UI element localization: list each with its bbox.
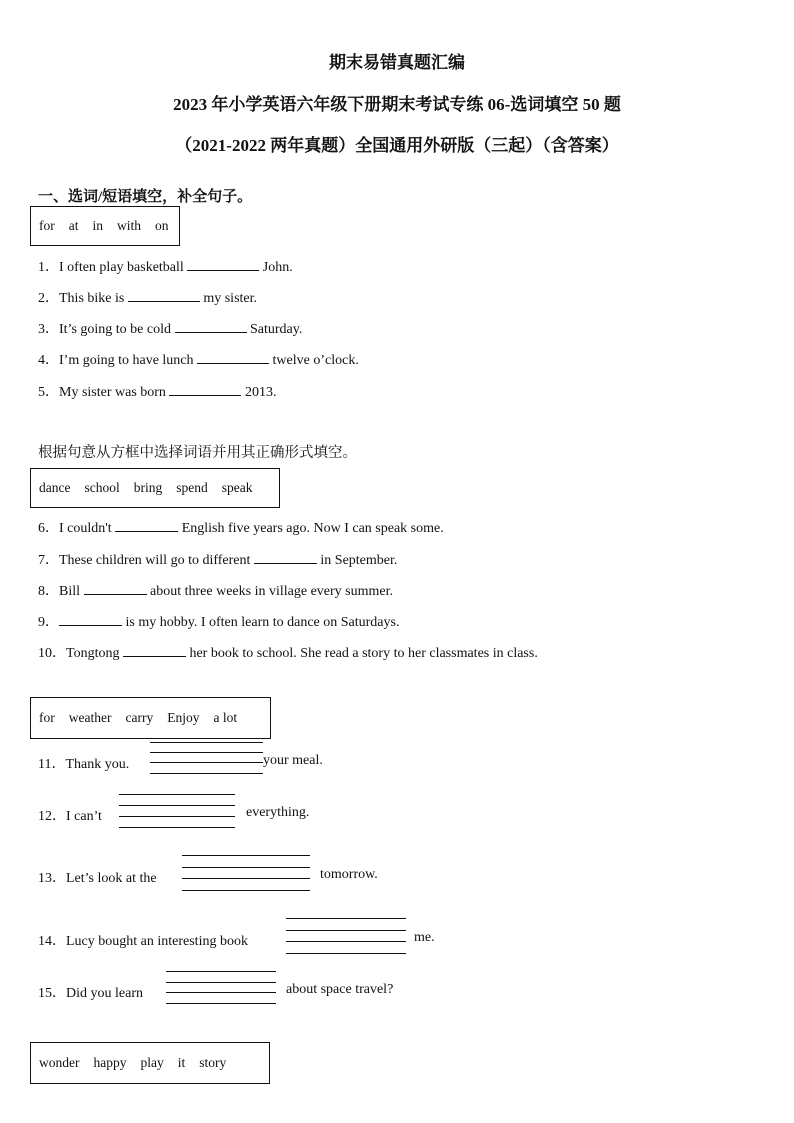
word-box-word: wonder — [39, 1055, 80, 1070]
question-10: 10．Tongtong her book to school. She read a story to her classmates in class. — [38, 646, 538, 661]
question-13-after: tomorrow. — [320, 867, 378, 882]
question-2: 2．This bike is my sister. — [38, 291, 258, 306]
word-box-word: school — [84, 480, 120, 495]
word-box-word: with — [117, 218, 142, 233]
doc-title-line3: （2021-2022 两年真题）全国通用外研版（三起）（含答案） — [175, 136, 619, 155]
word-box-word: on — [155, 218, 169, 233]
doc-title-line2: 2023 年小学英语六年级下册期末考试专练 06-选词填空 50 题 — [173, 95, 621, 114]
question-14-text: 14．Lucy bought an interesting book — [38, 934, 248, 949]
answer-lines[interactable] — [182, 855, 310, 891]
answer-lines[interactable] — [166, 971, 276, 1004]
word-box-word: story — [199, 1055, 227, 1070]
answer-blank[interactable] — [84, 582, 147, 595]
question-3: 3．It’s going to be cold Saturday. — [38, 322, 303, 337]
answer-blank[interactable] — [254, 551, 317, 564]
answer-blank[interactable] — [175, 320, 247, 333]
word-box-word: bring — [133, 480, 163, 495]
word-box-word: for — [39, 218, 55, 233]
question-4: 4．I’m going to have lunch twelve o’clock. — [38, 353, 359, 368]
word-box-word: in — [92, 218, 104, 233]
word-box-word: it — [177, 1055, 186, 1070]
question-7: 7．These children will go to different in September. — [38, 553, 398, 568]
word-box-word: Enjoy — [167, 710, 200, 725]
word-box-word: dance — [39, 480, 71, 495]
doc-title-line1: 期末易错真题汇编 — [329, 53, 465, 72]
question-5: 5．My sister was born 2013. — [38, 385, 277, 400]
question-6: 6．I couldn't English five years ago. Now I can speak some. — [38, 521, 444, 536]
question-12-after: everything. — [246, 805, 310, 820]
answer-blank[interactable] — [197, 351, 269, 364]
word-box-word: weather — [68, 710, 112, 725]
word-box-1 — [30, 206, 180, 246]
question-11-after: your meal. — [263, 753, 323, 768]
answer-blank[interactable] — [128, 289, 200, 302]
answer-lines[interactable] — [119, 794, 235, 828]
section1-heading: 一、选词/短语填空，补全句子。 — [38, 189, 253, 205]
word-box-word: spend — [176, 480, 208, 495]
question-11-text: 11．Thank you. — [38, 757, 130, 772]
question-14-after: me. — [414, 930, 435, 945]
word-box-word: play — [140, 1055, 164, 1070]
question-15-text: 15．Did you learn — [38, 986, 143, 1001]
answer-blank[interactable] — [123, 644, 186, 657]
question-1: 1．I often play basketball John. — [38, 260, 293, 275]
word-box-word: speak — [221, 480, 253, 495]
word-box-3 — [30, 697, 271, 739]
word-box-4 — [30, 1042, 270, 1084]
question-8: 8．Bill about three weeks in village every summer. — [38, 584, 393, 599]
word-box-word: a lot — [213, 710, 238, 725]
answer-lines[interactable] — [286, 918, 406, 954]
word-box-word: happy — [93, 1055, 127, 1070]
answer-blank[interactable] — [169, 383, 241, 396]
word-box-2 — [30, 468, 280, 508]
question-13-text: 13．Let’s look at the — [38, 871, 157, 886]
question-9: 9． is my hobby. I often learn to dance on Saturdays. — [38, 615, 400, 630]
answer-blank[interactable] — [115, 519, 178, 532]
question-12-text: 12．I can’t — [38, 809, 102, 824]
answer-lines[interactable] — [150, 742, 263, 774]
word-box-word: for — [39, 710, 55, 725]
section2-instruction: 根据句意从方框中选择词语并用其正确形式填空。 — [38, 445, 357, 461]
question-15-after: about space travel? — [286, 982, 394, 997]
answer-blank[interactable] — [59, 613, 122, 626]
word-box-word: at — [68, 218, 79, 233]
word-box-word: carry — [125, 710, 154, 725]
answer-blank[interactable] — [187, 258, 259, 271]
